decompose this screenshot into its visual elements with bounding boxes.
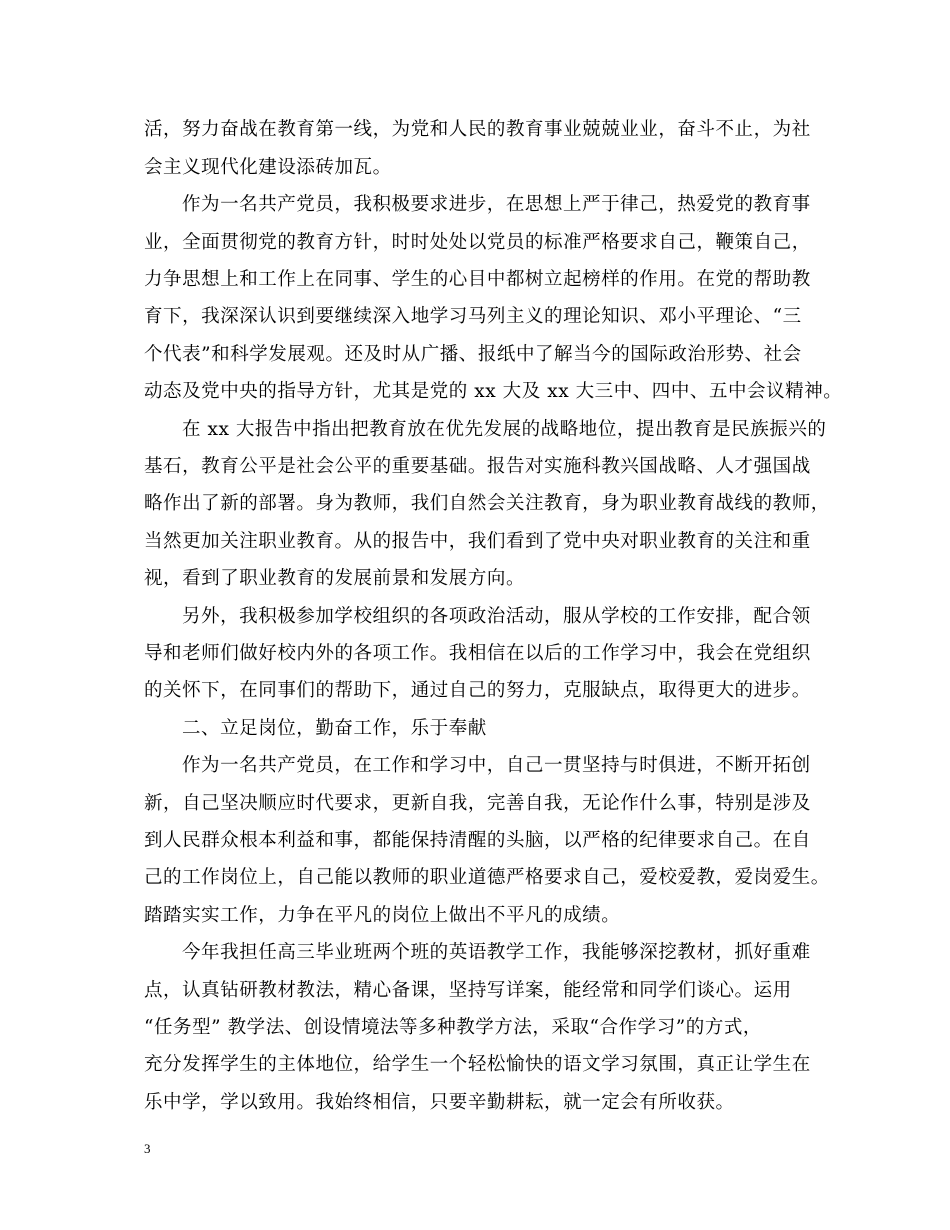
text-line: 动态及党中央的指导方针，尤其是党的 xx 大及 xx 大三中、四中、五中会议精神。 — [144, 381, 843, 402]
text-line: 略作出了新的部署。身为教师，我们自然会关注教育，身为职业教育战线的教师， — [144, 493, 830, 514]
text-line: 充分发挥学生的主体地位，给学生一个轻松愉快的语文学习氛围，真正让学生在 — [144, 1054, 811, 1075]
paragraph-first-line: 今年我担任高三毕业班两个班的英语教学工作，我能够深挖教材，抓好重难 — [182, 942, 811, 963]
text-line: 视，看到了职业教育的发展前景和发展方向。 — [144, 568, 526, 589]
text-line: “任务型” 教学法、创设情境法等多种教学方法，采取“合作学习”的方式， — [144, 1017, 762, 1038]
text-line: 基石，教育公平是社会公平的重要基础。报告对实施科教兴国战略、人才强国战 — [144, 456, 811, 477]
text-line: 新，自己坚决顺应时代要求，更新自我，完善自我，无论作什么事，特别是涉及 — [144, 793, 811, 814]
text-line: 导和老师们做好校内外的各项工作。我相信在以后的工作学习中，我会在党组织 — [144, 643, 811, 664]
paragraph-first-line: 作为一名共产党员，在工作和学习中，自己一贯坚持与时俱进，不断开拓创 — [182, 755, 811, 776]
text-line: 当然更加关注职业教育。从的报告中，我们看到了党中央对职业教育的关注和重 — [144, 531, 811, 552]
text-line: 业，全面贯彻党的教育方针，时时处处以党员的标准严格要求自己，鞭策自己， — [144, 232, 811, 253]
text-line: 己的工作岗位上，自己能以教师的职业道德严格要求自己，爱校爱教，爱岗爱生。 — [144, 867, 830, 888]
paragraph-first-line: 作为一名共产党员，我积极要求进步，在思想上严于律己，热爱党的教育事 — [182, 194, 811, 215]
text-line: 到人民群众根本利益和事，都能保持清醒的头脑，以严格的纪律要求自己。在自 — [144, 830, 811, 851]
section-heading: 二、立足岗位，勤奋工作，乐于奉献 — [182, 718, 487, 739]
text-line: 乐中学，学以致用。我始终相信，只要辛勤耕耘，就一定会有所收获。 — [144, 1092, 735, 1113]
paragraph-first-line: 另外，我积极参加学校组织的各项政治活动，服从学校的工作安排，配合领 — [182, 606, 811, 627]
text-line: 活，努力奋战在教育第一线，为党和人民的教育事业兢兢业业，奋斗不止，为社 — [144, 119, 811, 140]
text-line: 踏踏实实工作，力争在平凡的岗位上做出不平凡的成绩。 — [144, 905, 621, 926]
text-line: 育下，我深深认识到要继续深入地学习马列主义的理论知识、邓小平理论、“三 — [144, 306, 802, 327]
text-line: 会主义现代化建设添砖加瓦。 — [144, 157, 392, 178]
text-line: 的关怀下，在同事们的帮助下，通过自己的努力，克服缺点，取得更大的进步。 — [144, 680, 811, 701]
text-line: 力争思想上和工作上在同事、学生的心目中都树立起榜样的作用。在党的帮助教 — [144, 269, 811, 290]
page-number: 3 — [144, 1141, 151, 1156]
paragraph-first-line: 在 xx 大报告中指出把教育放在优先发展的战略地位，提出教育是民族振兴的 — [182, 419, 827, 440]
text-line: 个代表”和科学发展观。还及时从广播、报纸中了解当今的国际政治形势、社会 — [144, 344, 802, 365]
text-line: 点，认真钻研教材教法，精心备课，坚持写详案，能经常和同学们谈心。运用 — [144, 980, 792, 1001]
